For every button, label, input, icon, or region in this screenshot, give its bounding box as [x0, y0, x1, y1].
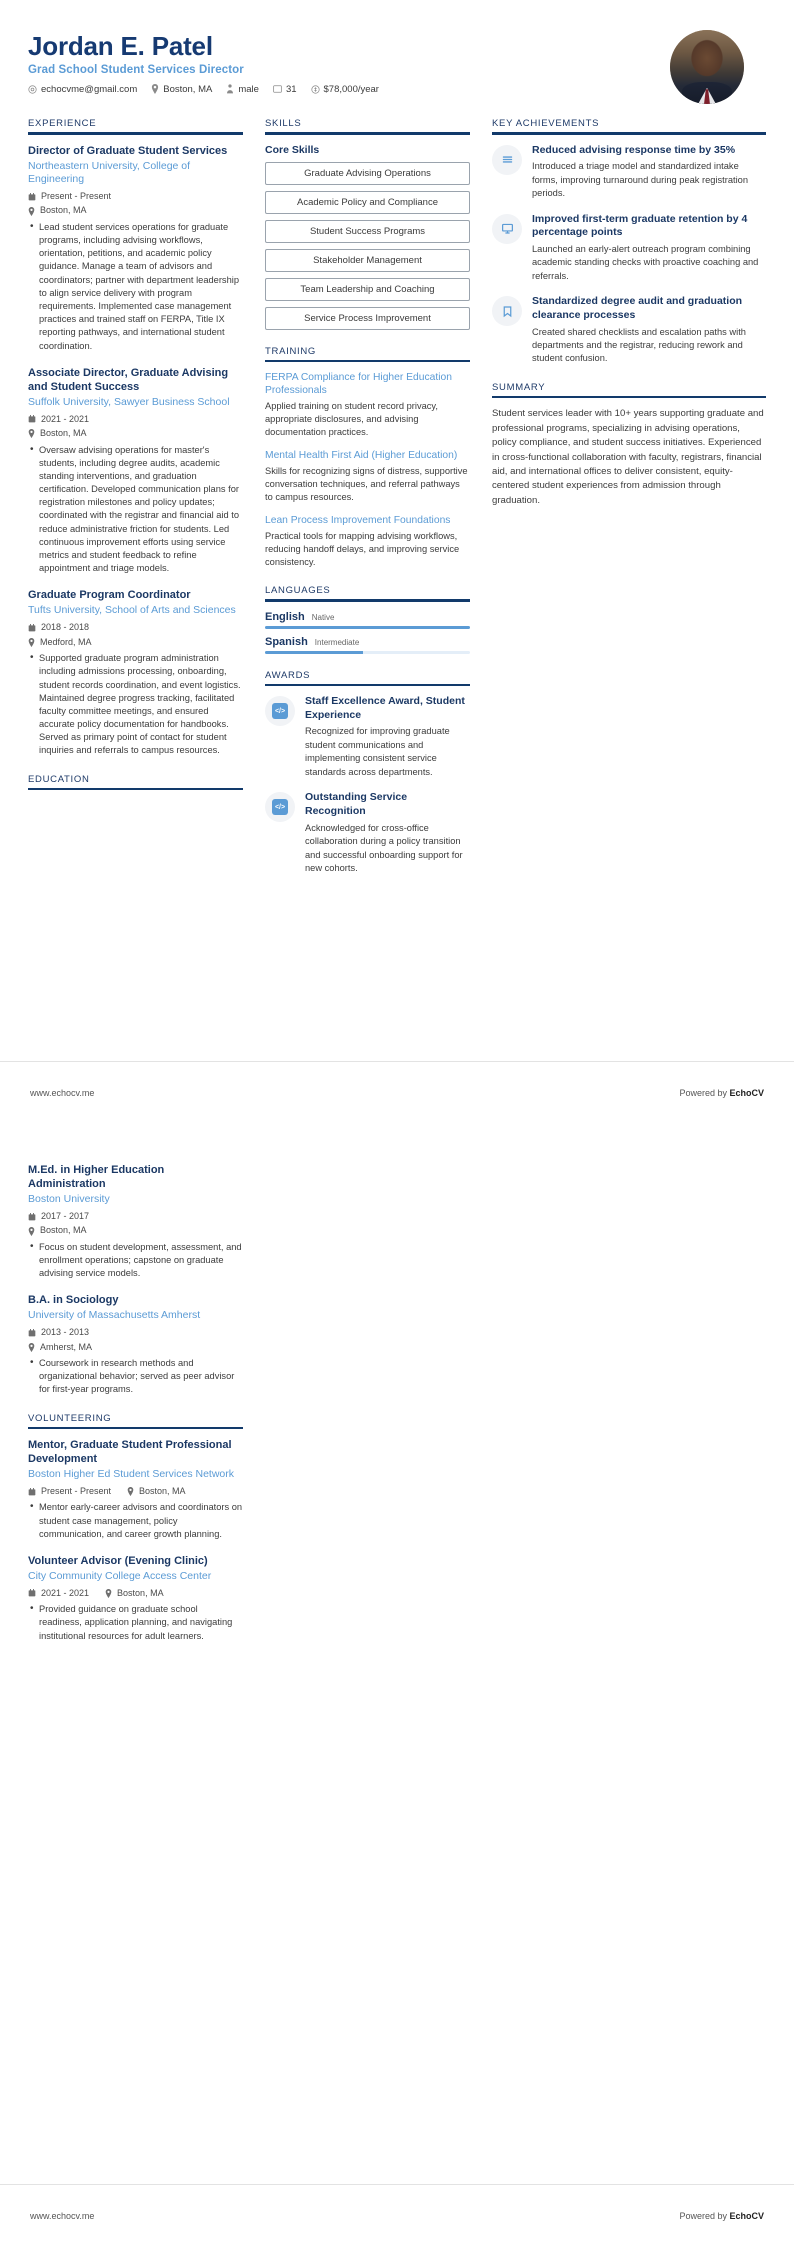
entry-location-text: Boston, MA: [40, 1225, 87, 1236]
entry-dates: [28, 1210, 243, 1224]
achievement-description: Created shared checklists and escalation paths with departments and the registrar, reducing rework and student confusion.: [532, 326, 746, 364]
entry-dates-text: 2021 - 2021: [41, 1587, 90, 1598]
right-column: [492, 118, 766, 524]
footer-brand-name: EchoCV: [729, 1087, 764, 1098]
entry-dates-text: Present - Present: [41, 190, 112, 201]
page-footer: [0, 1061, 794, 1123]
contact-location-text: Boston, MA: [163, 83, 213, 95]
entry-bullets: [28, 444, 243, 576]
section-education-heading-page1: [28, 774, 243, 791]
training-description: Practical tools for mapping advising workflows, reducing handoff delays, and improving service consistency.: [265, 530, 460, 567]
entry-dates-text: 2017 - 2017: [41, 1210, 90, 1221]
experience-entry: [28, 588, 243, 757]
footer-brand-name: EchoCV: [729, 2210, 764, 2221]
education-entry: [28, 1293, 243, 1396]
entry-location-text: Amherst, MA: [40, 1341, 93, 1352]
section-rule: [28, 1427, 243, 1430]
section-experience: [28, 118, 243, 758]
header-text-block: [28, 30, 670, 95]
training-description: Skills for recognizing signs of distress, supportive conversation techniques, and referral pathways to campus resources.: [265, 465, 468, 503]
calendar-icon: [28, 1329, 36, 1337]
entry-location: [28, 1224, 243, 1238]
achievement-body: [532, 295, 766, 366]
section-rule: [492, 396, 766, 399]
section-key-achievements: [492, 118, 766, 366]
entry-title: B.A. in Sociology: [28, 1294, 119, 1307]
contact-gender: [226, 84, 259, 95]
training-entry: [265, 449, 470, 504]
section-rule: [265, 684, 470, 687]
code-brackets-icon: </>: [272, 703, 288, 719]
achievement-title: Standardized degree audit and graduation clearance processes: [532, 295, 743, 321]
person-icon: [226, 84, 234, 94]
award-badge: [265, 696, 295, 726]
section-training: [265, 346, 470, 570]
entry-location: [28, 427, 243, 441]
section-title-summary: SUMMARY: [492, 381, 546, 393]
training-title: FERPA Compliance for Higher Education Professionals: [265, 372, 452, 397]
entry-bullets: [28, 1357, 243, 1397]
award-title: Staff Excellence Award, Student Experience: [305, 695, 465, 721]
skill-chip: Stakeholder Management: [265, 249, 470, 272]
volunteering-entry: [28, 1438, 243, 1541]
footer-brand: [679, 2211, 764, 2221]
id-card-icon: [273, 85, 282, 93]
entry-title: Director of Graduate Student Services: [28, 144, 228, 157]
location-pin-icon: [127, 1487, 134, 1496]
language-item: [265, 611, 470, 629]
entry-bullets: [28, 221, 243, 353]
entry-dates-text: Present - Present: [41, 1485, 112, 1496]
section-volunteering: [28, 1413, 243, 1643]
contact-age-text: 31: [285, 83, 297, 95]
entry-location-text: Boston, MA: [40, 428, 87, 439]
achievement-item: [492, 213, 766, 284]
contact-salary-text: $78,000/year: [323, 83, 379, 95]
section-title-volunteering: VOLUNTEERING: [28, 1412, 112, 1424]
bullet-item: • Supported graduate program administration including admissions processing, onboarding, student records coordination, and event logistics. Maintained degree progress tracking, facilitated faculty committee meetings, and ensured accurate policy documentation for handbooks. Served as primary point of contact for student inquiries and referrals to campus resources.: [39, 652, 243, 758]
footer-powered-prefix: Powered by: [679, 1087, 730, 1098]
calendar-icon: [28, 415, 36, 423]
calendar-icon: [28, 1589, 36, 1597]
entry-dates: [28, 1326, 243, 1340]
entry-location-text: Boston, MA: [139, 1485, 186, 1496]
volunteering-entry: [28, 1554, 243, 1643]
entry-dates-text: 2021 - 2021: [41, 413, 90, 424]
content-columns: [0, 104, 794, 892]
award-description: Recognized for improving graduate student communications and implementing consistent service standards across departments.: [305, 726, 450, 777]
skills-subhead: Core Skills: [265, 143, 320, 156]
contact-location: [151, 84, 212, 95]
entry-organization: University of Massachusetts Amherst: [28, 1309, 201, 1322]
language-level: Intermediate: [314, 637, 360, 647]
section-awards: [265, 670, 470, 876]
entry-title: M.Ed. in Higher Education Administration: [28, 1164, 165, 1191]
language-item: [265, 636, 470, 654]
award-item: [265, 695, 470, 779]
entry-organization: City Community College Access Center: [28, 1570, 212, 1583]
footer-site: www.echocv.me: [30, 1087, 95, 1098]
entry-bullets: [28, 1501, 243, 1541]
entry-organization: Suffolk University, Sawyer Business School: [28, 395, 230, 408]
bullet-item: • Provided guidance on graduate school readiness, application planning, and navigating institutional resources for adult learners.: [39, 1603, 243, 1643]
middle-column: [265, 118, 470, 892]
entry-location: [28, 636, 243, 650]
training-entry: [265, 371, 470, 439]
page2-left-column: [28, 1163, 243, 1643]
section-rule: [265, 599, 470, 602]
calendar-icon: [28, 1213, 36, 1221]
entry-title: Mentor, Graduate Student Professional Development: [28, 1439, 232, 1466]
skill-chip: Service Process Improvement: [265, 307, 470, 330]
section-title-training: TRAINING: [265, 345, 316, 357]
entry-organization: Boston Higher Ed Student Services Network: [28, 1468, 235, 1481]
training-title: Mental Health First Aid (Higher Education): [265, 450, 458, 462]
entry-dates: [28, 413, 243, 427]
section-summary: [492, 382, 766, 508]
bullet-item: • Lead student services operations for graduate programs, including advising workflows, orientation, petitions, and academic policy guidance. Manage a team of advisors and coordinators; partner with department leadership to align service delivery with program requirements. Implemented case management practices and trained staff on FERPA, Title IX reporting pathways, and international student coordination.: [39, 221, 243, 353]
achievement-body: [532, 213, 766, 284]
location-pin-icon: [28, 1227, 35, 1236]
entry-bullets: [28, 1241, 243, 1281]
entry-location: [105, 1587, 164, 1601]
entry-dates: [28, 1587, 89, 1601]
award-item: [265, 791, 470, 875]
summary-text: Student services leader with 10+ years supporting graduate and professional programs, specializing in advising operations, policy compliance, and student success initiatives. Experienced in cross-functional collaboration with faculty, registrars, financial aid, and international offices to deliver consistent, equity-centered student experiences from admission through graduation.: [492, 408, 764, 506]
education-entry: [28, 1163, 243, 1280]
achievement-item: [492, 295, 766, 366]
bullet-item: • Mentor early-career advisors and coordinators on student case management, policy communication, and career growth planning.: [39, 1501, 243, 1541]
calendar-icon: [28, 193, 36, 201]
skill-chip: Student Success Programs: [265, 220, 470, 243]
language-bar: [265, 651, 470, 654]
location-pin-icon: [28, 429, 35, 438]
page2-content: [0, 1123, 794, 1643]
location-pin-icon: [28, 207, 35, 216]
entry-location-text: Medford, MA: [40, 636, 92, 647]
location-pin-icon: [28, 1343, 35, 1352]
footer-site: www.echocv.me: [30, 2210, 95, 2221]
calendar-icon: [28, 624, 36, 632]
entry-location: [28, 1341, 243, 1355]
bullet-item: • Oversaw advising operations for master's students, including degree audits, academic standing interventions, and graduation certification. Developed communication plans for registration milestones and policy updates; coordinated with the registrar and financial aid to reduce administrative friction for students. Led continuous improvement efforts using service metrics and student feedback to refine appointment and triage models.: [39, 444, 243, 576]
bullet-item: • Coursework in research methods and organizational behavior; served as peer advisor for first-year programs.: [39, 1357, 243, 1397]
left-column: [28, 118, 243, 806]
language-row: [265, 636, 470, 648]
language-name: Spanish: [265, 635, 308, 648]
award-body: [305, 791, 470, 875]
section-education: [28, 1163, 243, 1397]
training-description: Applied training on student record privacy, appropriate disclosures, and advising documentation practices.: [265, 400, 438, 438]
language-name: English: [265, 610, 305, 623]
entry-meta: [28, 1485, 243, 1499]
entry-location-text: Boston, MA: [40, 205, 87, 216]
section-title-key-achievements: KEY ACHIEVEMENTS: [492, 118, 600, 129]
entry-organization: Boston University: [28, 1193, 110, 1206]
experience-entry: [28, 144, 243, 353]
candidate-headline: Grad School Student Services Director: [28, 63, 244, 76]
contact-age: [273, 84, 297, 95]
section-rule: [265, 360, 470, 363]
section-title-languages: LANGUAGES: [265, 585, 331, 597]
award-description: Acknowledged for cross-office collaboration during a policy transition and successful onboarding support for new cohorts.: [305, 822, 463, 874]
candidate-name: Jordan E. Patel: [28, 31, 213, 61]
location-pin-icon: [28, 638, 35, 647]
entry-dates: [28, 1485, 111, 1499]
contact-salary: [311, 84, 379, 95]
entry-organization: Tufts University, School of Arts and Sciences: [28, 604, 236, 617]
entry-dates: [28, 190, 243, 204]
avatar: [670, 30, 744, 104]
section-title-education: EDUCATION: [28, 773, 90, 785]
calendar-icon: [28, 1488, 36, 1496]
entry-dates-text: 2018 - 2018: [41, 622, 90, 633]
award-body: [305, 695, 470, 779]
entry-title: Associate Director, Graduate Advising and Student Success: [28, 366, 229, 393]
contact-row: [28, 84, 670, 95]
award-title: Outstanding Service Recognition: [305, 791, 408, 817]
contact-email: [28, 84, 137, 95]
bookmark-icon: [492, 296, 522, 326]
section-skills: [265, 118, 470, 330]
entry-title: Graduate Program Coordinator: [28, 589, 191, 602]
list-lines-icon: [492, 145, 522, 175]
section-rule: [28, 132, 243, 135]
section-rule: [28, 788, 243, 791]
section-rule: [265, 132, 470, 135]
language-row: [265, 611, 470, 623]
achievement-description: Introduced a triage model and standardized intake forms, improving turnaround during peak registration periods.: [532, 161, 749, 199]
footer-powered-prefix: Powered by: [679, 2210, 730, 2221]
email-icon: [28, 85, 37, 94]
bullet-item: • Focus on student development, assessment, and enrollment operations; capstone on graduate advising service models.: [39, 1241, 243, 1281]
entry-organization: Northeastern University, College of Engineering: [28, 159, 191, 186]
entry-dates: [28, 621, 243, 635]
entry-location: [28, 204, 243, 218]
achievement-description: Launched an early-alert outreach program combining academic standing checks with proactive coaching and referrals.: [532, 243, 759, 281]
skill-chip: Graduate Advising Operations: [265, 162, 470, 185]
award-badge: [265, 792, 295, 822]
language-level: Native: [311, 612, 335, 622]
resume-page-2: [0, 1123, 794, 2246]
achievement-title: Reduced advising response time by 35%: [532, 143, 736, 156]
section-languages: [265, 585, 470, 654]
contact-email-text: echocvme@gmail.com: [41, 83, 138, 95]
footer-brand: [679, 1088, 764, 1098]
location-pin-icon: [151, 84, 159, 94]
achievement-title: Improved first-term graduate retention by 4 percentage points: [532, 212, 748, 239]
entry-meta: [28, 1587, 243, 1601]
achievement-body: [532, 144, 766, 201]
location-pin-icon: [105, 1589, 112, 1598]
section-title-awards: AWARDS: [265, 669, 311, 681]
achievement-item: [492, 144, 766, 201]
monitor-icon: [492, 214, 522, 244]
section-rule: [492, 132, 766, 135]
language-bar: [265, 626, 470, 629]
skill-chip: Academic Policy and Compliance: [265, 191, 470, 214]
entry-location: [127, 1485, 186, 1499]
money-icon: [311, 85, 320, 94]
experience-entry: [28, 366, 243, 576]
entry-dates-text: 2013 - 2013: [41, 1327, 90, 1338]
training-title: Lean Process Improvement Foundations: [265, 515, 451, 527]
section-title-experience: EXPERIENCE: [28, 118, 97, 129]
training-entry: [265, 514, 470, 569]
entry-bullets: [28, 652, 243, 758]
code-brackets-icon: </>: [272, 799, 288, 815]
entry-location-text: Boston, MA: [117, 1587, 164, 1598]
entry-bullets: [28, 1603, 243, 1643]
section-title-skills: SKILLS: [265, 118, 302, 129]
page-footer: [0, 2184, 794, 2246]
resume-header: [0, 0, 794, 104]
skill-chip: Team Leadership and Coaching: [265, 278, 470, 301]
entry-title: Volunteer Advisor (Evening Clinic): [28, 1555, 208, 1567]
contact-gender-text: male: [238, 83, 259, 95]
